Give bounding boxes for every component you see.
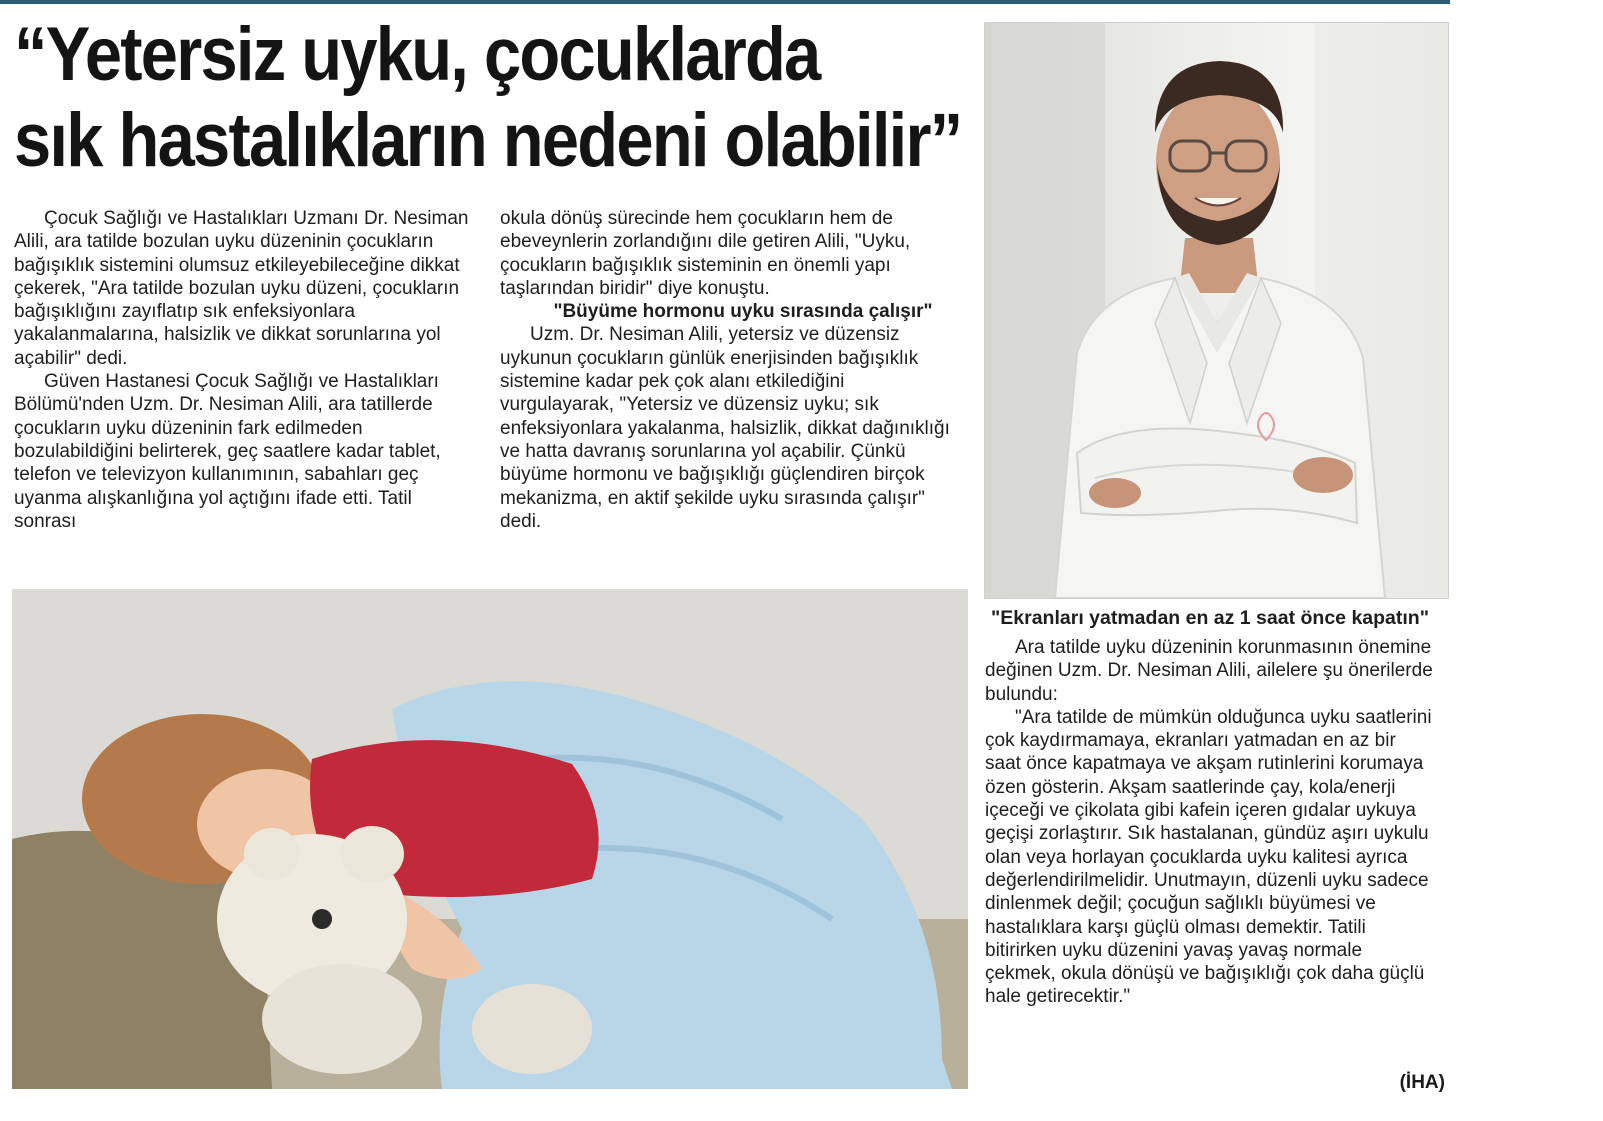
headline xyxy=(14,12,991,184)
top-rule xyxy=(0,0,1450,4)
subheading: "Ekranları yatmadan en az 1 saat önce kapatın" xyxy=(991,607,1429,629)
sleeping-child-photo xyxy=(12,589,968,1089)
paragraph: Güven Hastanesi Çocuk Sağlığı ve Hastalıkları Bölümü'nden Uzm. Dr. Nesiman Alili, ara tatillerde çocukların uyku düzeninin fark edilmeden bozulabildiğini belirterek, geç saatlere kadar tablet, telefon ve televizyon kullanımının, sabahları geç uyanma alışkanlığına yol açtığını ifade etti. Tatil sonrası xyxy=(14,371,441,532)
article-column-1 xyxy=(14,207,474,533)
paragraph: Ara tatilde uyku düzeninin korunmasının önemine değinen Uzm. Dr. Nesiman Alili, ailelere şu önerilerde bulundu: xyxy=(985,637,1433,705)
paragraph: Uzm. Dr. Nesiman Alili, yetersiz ve düzensiz uykunun çocukların günlük enerjisinden bağışıklık sistemine kadar pek çok alanı etkilediğini vurgulayarak, "Yetersiz ve düzensiz uyku; sık enfeksiyonlara yakalanma, halsizlik, dikkat dağınıklığı ve hatta davranış sorunlarına yol açabilir. Çünkü büyüme hormonu ve bağışıklığı güçlendiren birçok mekanizma, en aktif şekilde uyku sırasında çalışır" dedi. xyxy=(500,324,950,532)
doctor-photo xyxy=(984,22,1449,599)
headline-line-2: sık hastalıkların nedeni olabilir” xyxy=(14,98,962,183)
headline-line-1: “Yetersiz uyku, çocuklarda xyxy=(14,12,820,97)
article-column-2 xyxy=(500,207,956,533)
paragraph: okula dönüş sürecinde hem çocukların hem de ebeveynlerin zorlandığını dile getiren Alili, "Uyku, çocukların bağışıklık sisteminin en önemli yapı taşlarından biridir" diye konuştu. xyxy=(500,208,911,299)
paragraph: Çocuk Sağlığı ve Hastalıkları Uzmanı Dr. Nesiman Alili, ara tatilde bozulan uyku düzeninin çocukların bağışıklık sistemini olumsuz etkileyebileceğine dikkat çekerek, "Ara tatilde bozulan uyku düzeni, çocukların bağışıklığını zayıflatıp sık enfeksiyonlara yakalanmalarına, halsizlik ve dikkat sorunlarına yol açabilir" dedi. xyxy=(14,208,469,369)
quote-paragraph: "Ara tatilde de mümkün olduğunca uyku saatlerini çok kaydırmamaya, ekranları yatmadan en az bir saat önce kapatmaya ve akşam rutinlerini korumaya özen gösterin. Akşam saatlerinde çay, kola/enerji içeceği ve çikolata gibi kafein içeren gıdalar uykuya geçişi zorlaştırır. Sık hastalanan, gündüz aşırı uykulu olan veya horlayan çocuklarda uyku kalitesi ayrıca değerlendirilmelidir. Unutmayın, düzenli uyku sadece dinlenmek değil; çocuğun sağlıklı büyümesi ve hastalıklara karşı güçlü olması demektir. Tatili bitirirken uyku düzenini yavaş yavaş normale çekmek, okula dönüşü ve bağışıklığı çok daha güçlü hale getirecektir." xyxy=(985,706,1432,1008)
news-agency-credit: (İHA) xyxy=(1399,1072,1445,1093)
article-column-3 xyxy=(985,606,1435,1009)
subheading: "Büyüme hormonu uyku sırasında çalışır" xyxy=(553,301,933,323)
